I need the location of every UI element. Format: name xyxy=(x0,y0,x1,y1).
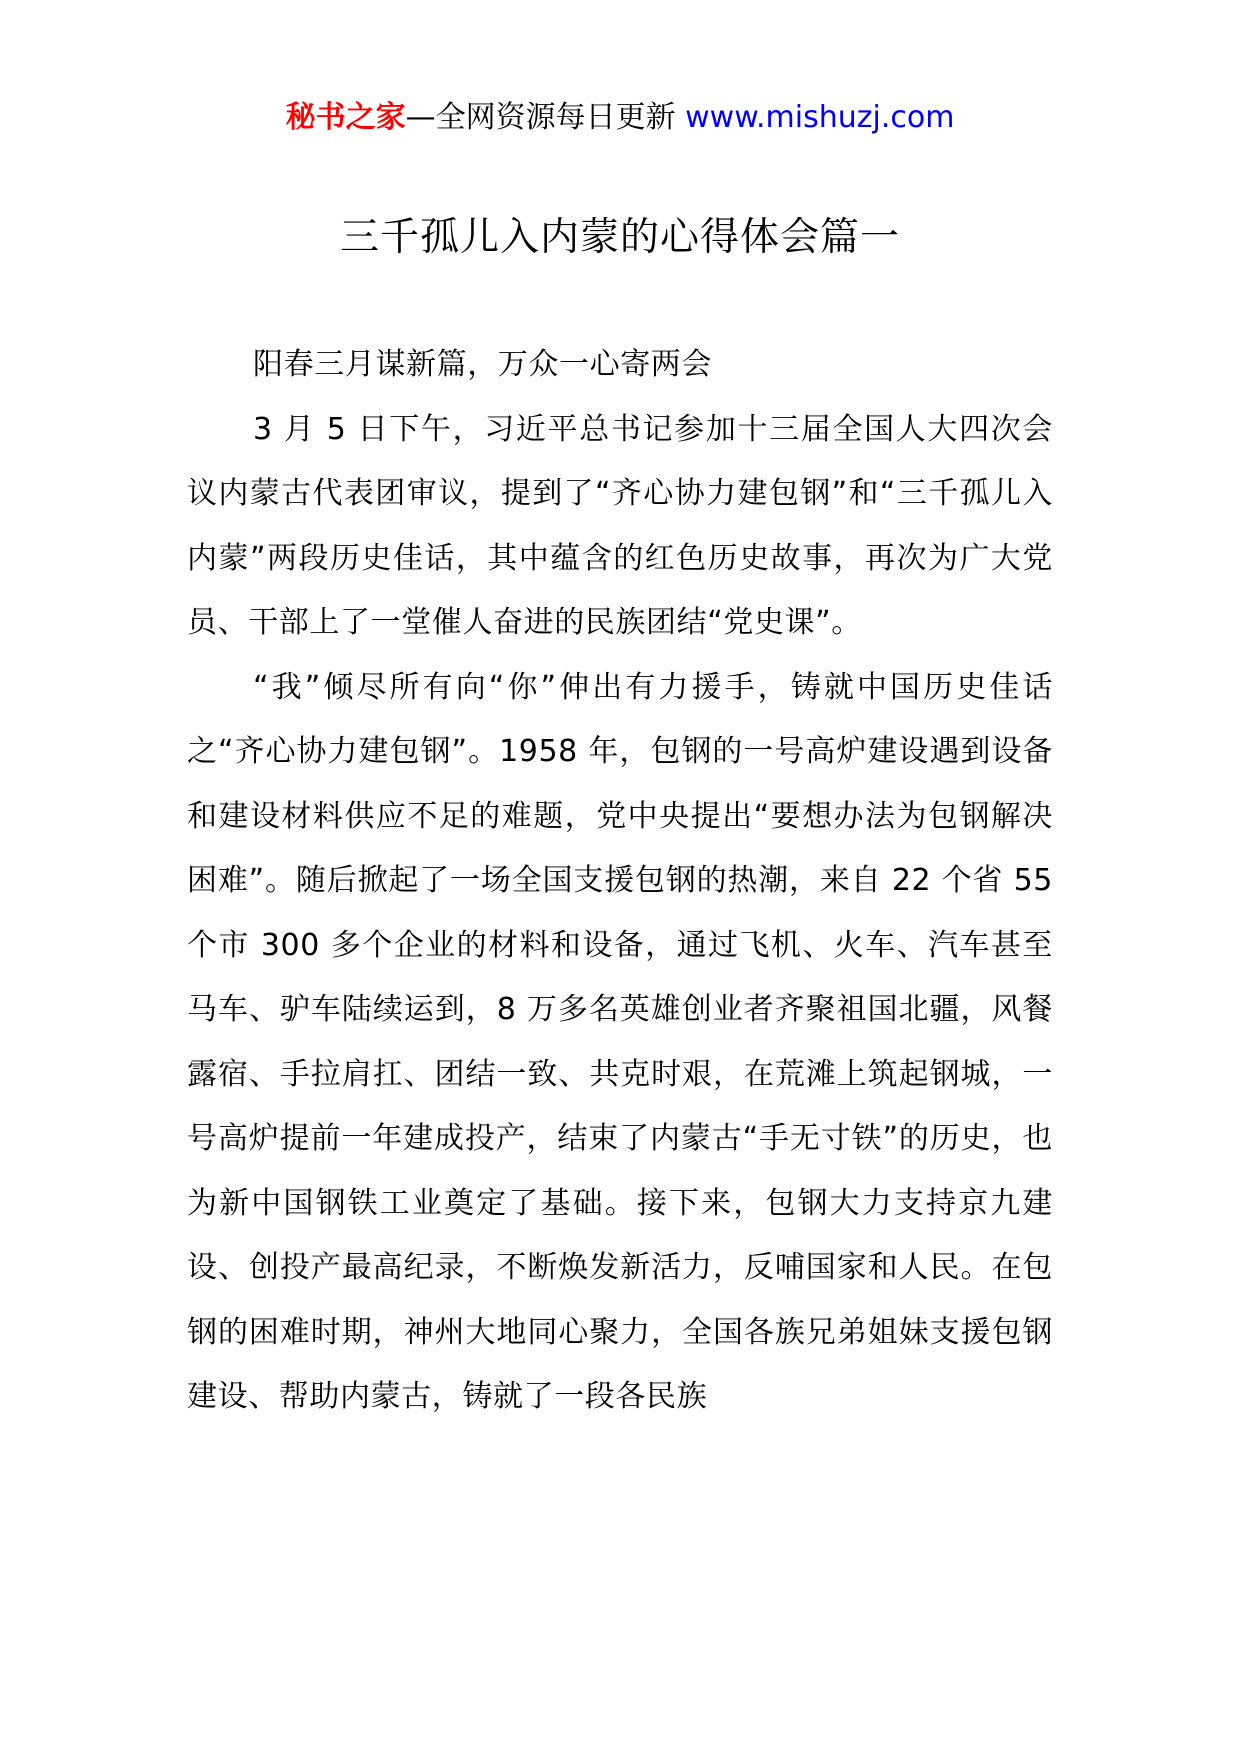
header-tagline: —全网资源每日更新 xyxy=(405,100,676,135)
document-title: 三千孤儿入内蒙的心得体会篇一 xyxy=(339,215,900,260)
site-url-link[interactable]: www.mishuzj.com xyxy=(685,100,955,135)
paragraph-2: “我”倾尽所有向“你”伸出有力援手，铸就中国历史佳话之“齐心协力建包钢”。1958 年，包钢的一号高炉建设遇到设备和建设材料供应不足的难题，党中央提出“要想办法为包钢解决困难”。随后掀起了一场全国支援包钢的热潮，来自 22 个省 55 个市 300 多个企业的材料和设备，通过飞机、火车、汽车甚至马车、驴车陆续运到，8 万多名英雄创业者齐聚祖国北疆，风餐露宿、手拉肩扛、团结一致、共克时艰，在荒滩上筑起钢城，一号高炉提前一年建成投产，结束了内蒙古“手无寸铁”的历史，也为新中国钢铁工业奠定了基础。接下来，包钢大力支持京九建设、创投产最高纪录，不断焕发新活力，反哺国家和人民。在包钢的困难时期，神州大地同心聚力，全国各族兄弟姐妹支援包钢建设、帮助内蒙古，铸就了一段各民族 xyxy=(187,669,1053,1414)
document-body xyxy=(187,333,1053,1430)
site-header xyxy=(0,98,1240,138)
paragraph-intro: 阳春三月谋新篇，万众一心寄两会 xyxy=(253,347,712,382)
brand-name: 秘书之家 xyxy=(285,100,406,135)
paragraph-1: 3 月 5 日下午，习近平总书记参加十三届全国人大四次会议内蒙古代表团审议，提到了“齐心协力建包钢”和“三千孤儿入内蒙”两段历史佳话，其中蕴含的红色历史故事，再次为广大党员、干部上了一堂催人奋进的民族团结“党史课”。 xyxy=(187,411,1053,640)
